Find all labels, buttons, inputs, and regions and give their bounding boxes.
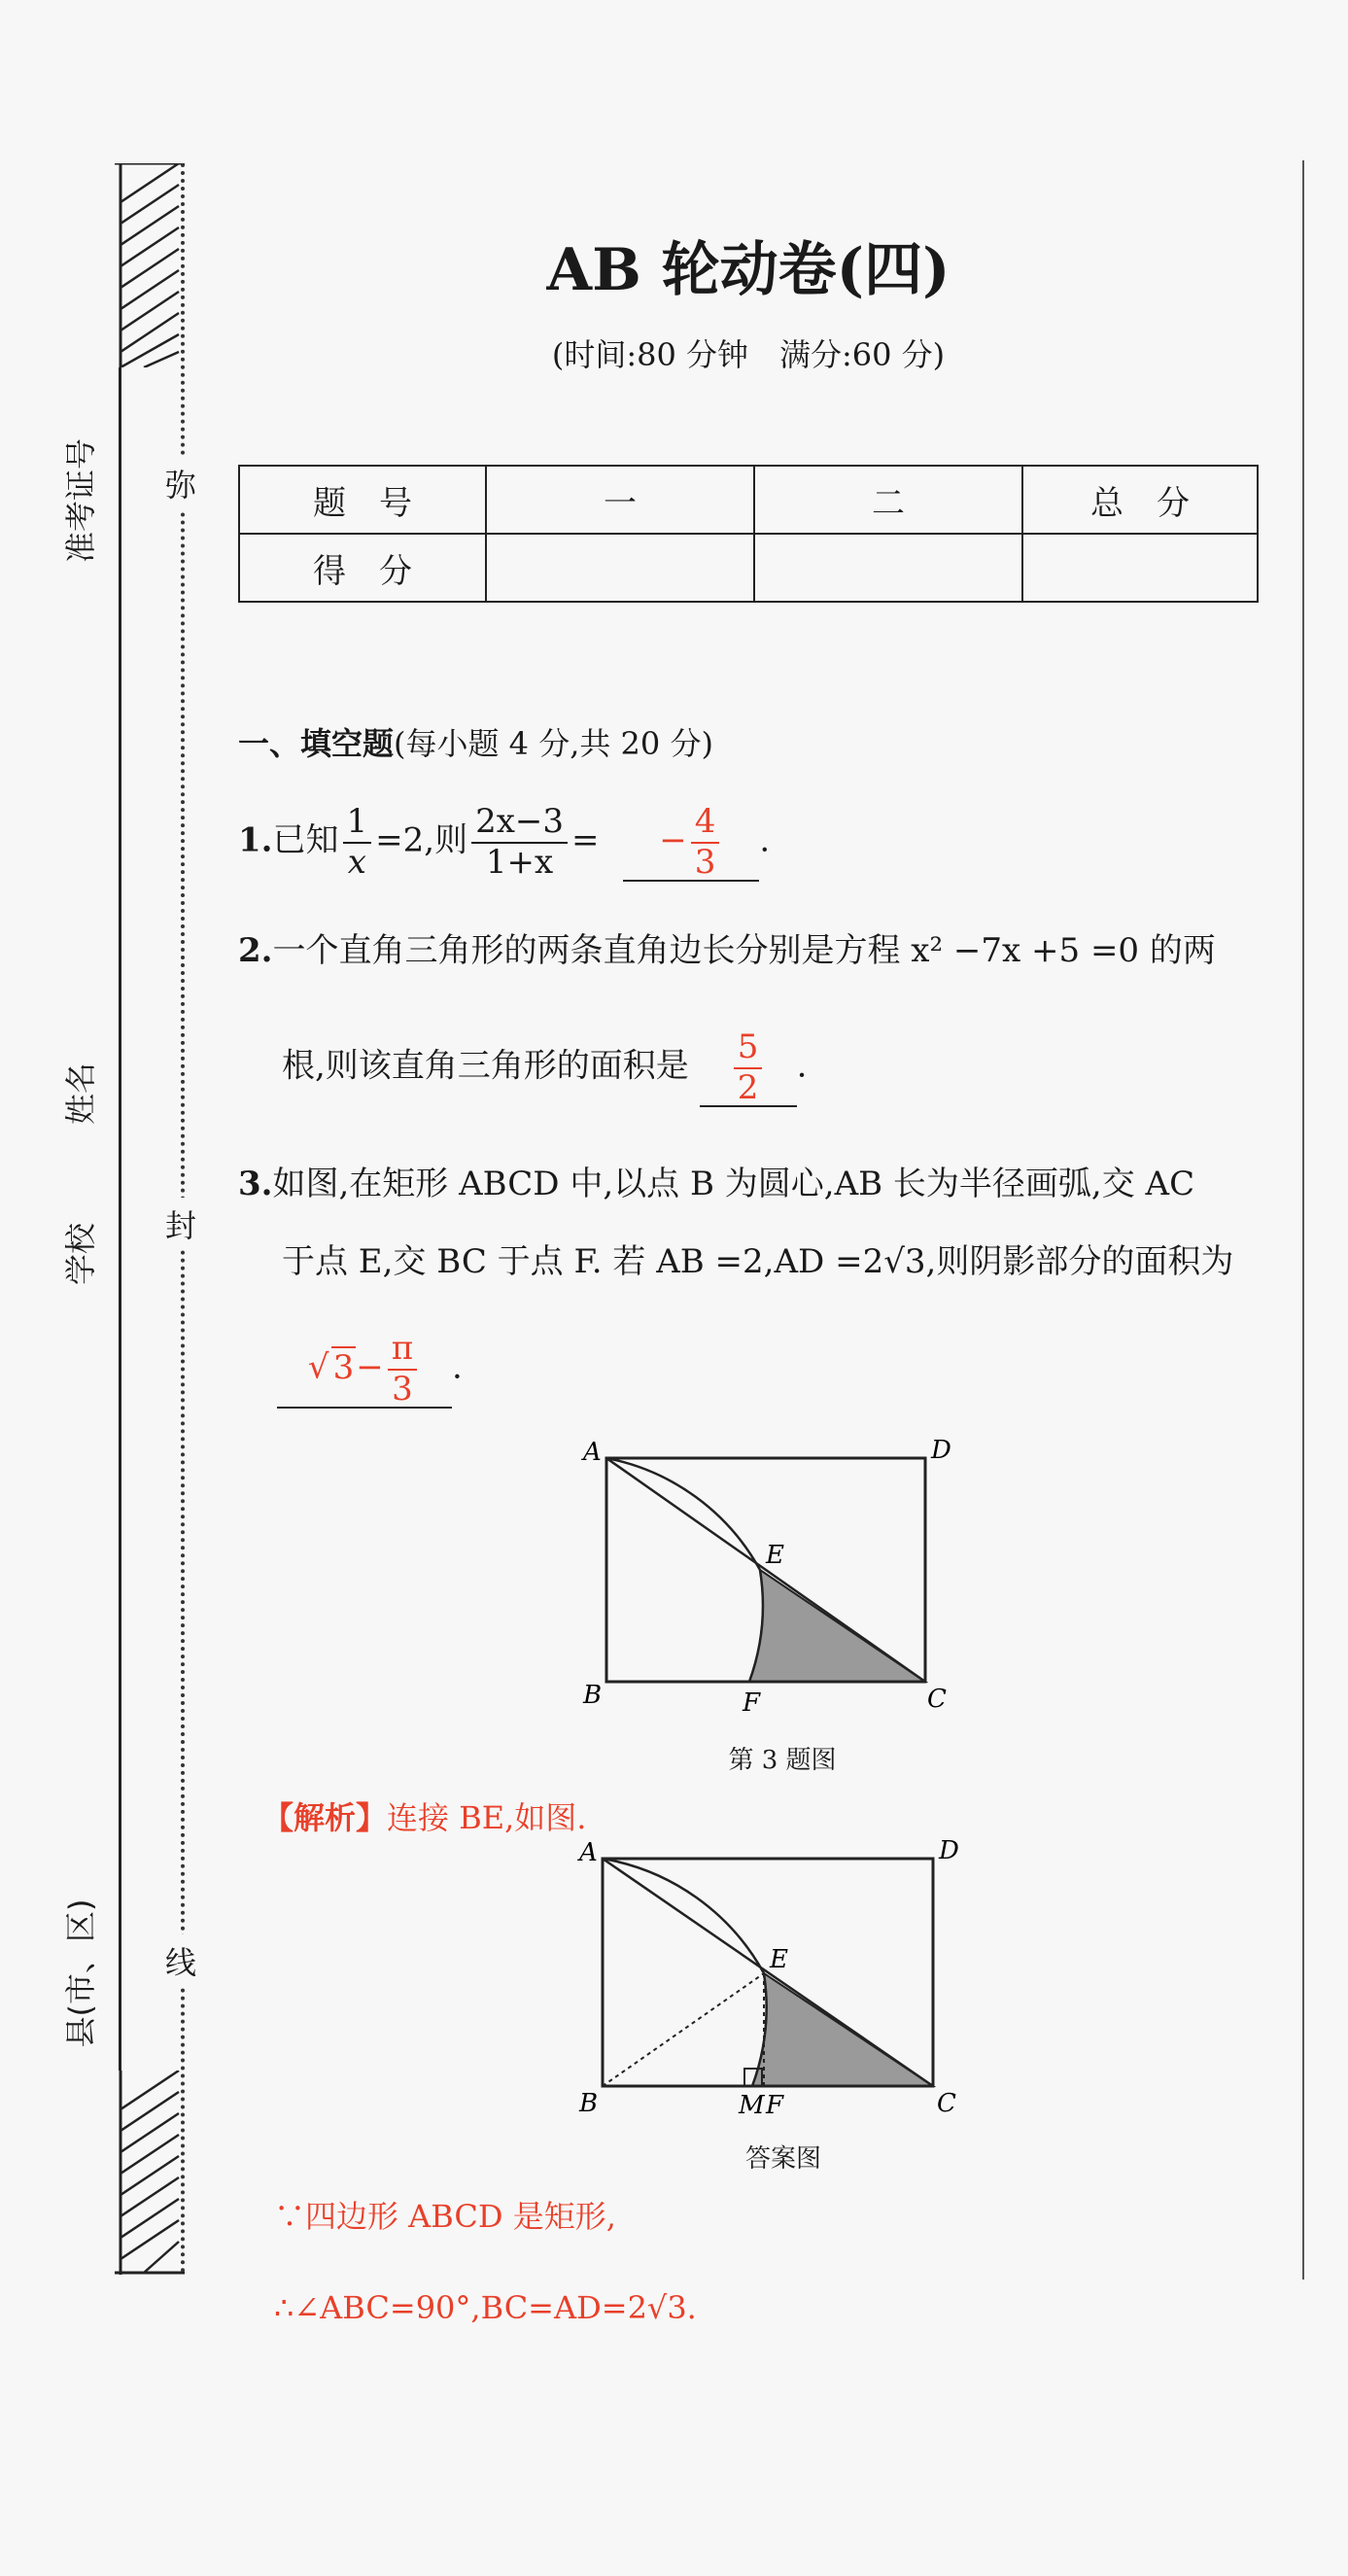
fraction-numerator: 4 bbox=[691, 805, 720, 844]
fraction-denominator: 3 bbox=[694, 842, 716, 882]
answer-blank-3[interactable]: √ 3− $\frac{\pi}{3}$ bbox=[277, 1332, 452, 1409]
label-county: 县(市、区) bbox=[56, 1881, 95, 2066]
fraction bbox=[343, 802, 372, 882]
point-label-a: A bbox=[579, 1838, 598, 1867]
analysis-line bbox=[262, 1793, 586, 1838]
page-title: AB 轮动卷(四) bbox=[546, 236, 951, 304]
q3-line1: 如图,在矩形 ABCD 中,以点 B 为圆心,AB 长为半径画弧,交 AC bbox=[272, 1165, 1195, 1203]
point-label-m: M bbox=[739, 2091, 765, 2119]
label-school: 学校 bbox=[56, 1210, 95, 1298]
answer-fraction bbox=[734, 1027, 763, 1107]
score-input-total[interactable] bbox=[1022, 534, 1258, 602]
answer-fraction bbox=[691, 802, 720, 882]
question-number: 1. bbox=[238, 820, 273, 860]
q1-end: . bbox=[759, 820, 771, 860]
seal-char-feng: 封 bbox=[165, 1198, 196, 1250]
answer-diagram bbox=[571, 1837, 995, 2119]
q3-end: . bbox=[452, 1347, 463, 1387]
q1-text: 已知 bbox=[272, 820, 339, 860]
fraction-numerator: 1 bbox=[343, 805, 372, 844]
score-table-cell: 总 分 bbox=[1022, 466, 1258, 534]
score-table-header-row bbox=[239, 466, 1258, 534]
answer-blank-1[interactable] bbox=[623, 802, 759, 882]
point-label-d: D bbox=[931, 1439, 951, 1465]
answer-minus: − bbox=[356, 1347, 384, 1387]
answer-sign: − bbox=[659, 820, 687, 860]
fraction-numerator: π bbox=[388, 1332, 417, 1371]
question-3-answer-row bbox=[277, 1329, 463, 1409]
score-table-cell: 二 bbox=[754, 466, 1022, 534]
q2-line2: 根,则该直角三角形的面积是 bbox=[282, 1046, 689, 1086]
question-1 bbox=[238, 802, 771, 882]
fraction-numerator: 2x−3 bbox=[471, 805, 568, 844]
score-input-2[interactable] bbox=[754, 534, 1022, 602]
score-table bbox=[238, 465, 1259, 603]
figure-3-diagram bbox=[573, 1439, 991, 1721]
arc-ef bbox=[606, 1458, 763, 1682]
right-border bbox=[1302, 160, 1304, 2280]
point-label-e: E bbox=[770, 1945, 788, 1974]
point-label-b: B bbox=[583, 1681, 603, 1710]
point-label-c: C bbox=[927, 1685, 947, 1714]
q3-line2: 于点 E,交 BC 于点 F. 若 AB =2,AD =2√3,则阴影部分的面积为 bbox=[282, 1242, 1234, 1281]
point-label-e: E bbox=[766, 1541, 784, 1570]
analysis-text: 连接 BE,如图. bbox=[387, 1799, 587, 1836]
fraction-denominator: 1+x bbox=[485, 842, 554, 882]
section-note: (每小题 4 分,共 20 分) bbox=[394, 725, 713, 762]
answer-blank-2[interactable] bbox=[700, 1027, 797, 1107]
point-label-f: F bbox=[743, 1688, 761, 1718]
analysis-tag: 【解析】 bbox=[262, 1799, 388, 1836]
score-table-cell: 得 分 bbox=[239, 534, 486, 602]
fraction-numerator: 5 bbox=[734, 1030, 763, 1069]
fraction-denominator: 2 bbox=[737, 1067, 759, 1107]
q2-end: . bbox=[796, 1046, 808, 1086]
fraction bbox=[471, 802, 568, 882]
shaded-region bbox=[749, 1570, 925, 1682]
section-heading bbox=[238, 719, 713, 764]
question-2-line2 bbox=[282, 1027, 808, 1107]
answer-diagram-caption: 答案图 bbox=[744, 2144, 821, 2174]
point-label-f: F bbox=[766, 2091, 784, 2119]
seal-char-mi: 弥 bbox=[165, 457, 196, 509]
label-exam-id: 准考证号 bbox=[56, 428, 95, 574]
seal-char-xian: 线 bbox=[165, 1934, 196, 1987]
question-3-line2 bbox=[282, 1235, 1233, 1282]
solution-line-2: ∴∠ABC=90°,BC=AD=2√3. bbox=[274, 2289, 697, 2326]
q2-line1: 一个直角三角形的两条直角边长分别是方程 x² −7x +5 =0 的两 bbox=[272, 931, 1216, 970]
figure-3-caption: 第 3 题图 bbox=[728, 1746, 837, 1775]
q1-text: =2,则 bbox=[375, 820, 468, 860]
fraction-denominator: 3 bbox=[392, 1369, 413, 1409]
score-table-cell: 题 号 bbox=[239, 466, 486, 534]
point-label-a: A bbox=[583, 1439, 602, 1467]
hatch-top bbox=[115, 163, 185, 367]
answer-fraction bbox=[388, 1329, 417, 1409]
segment-be bbox=[603, 1973, 764, 2086]
question-number: 2. bbox=[238, 931, 273, 970]
question-number: 3. bbox=[238, 1165, 273, 1203]
hatch-bottom bbox=[115, 2071, 185, 2275]
question-2 bbox=[238, 923, 1216, 971]
q1-text: = bbox=[571, 820, 600, 860]
point-label-b: B bbox=[579, 2089, 599, 2118]
shaded-region bbox=[752, 1973, 933, 2086]
binding-line bbox=[119, 367, 121, 2071]
score-input-1[interactable] bbox=[486, 534, 754, 602]
point-label-d: D bbox=[939, 1837, 959, 1865]
question-3 bbox=[238, 1157, 1194, 1204]
fraction-denominator: x bbox=[347, 842, 366, 882]
arc-ef bbox=[603, 1859, 767, 2086]
point-label-c: C bbox=[937, 2089, 956, 2118]
label-name: 姓名 bbox=[56, 1050, 95, 1137]
page-subtitle: (时间:80 分钟 满分:60 分) bbox=[551, 336, 946, 373]
score-table-score-row bbox=[239, 534, 1258, 602]
section-title: 一、填空题 bbox=[238, 725, 395, 762]
answer-root: 3 bbox=[332, 1347, 355, 1387]
score-table-cell: 一 bbox=[486, 466, 754, 534]
solution-line-1: ∵四边形 ABCD 是矩形, bbox=[274, 2198, 616, 2235]
